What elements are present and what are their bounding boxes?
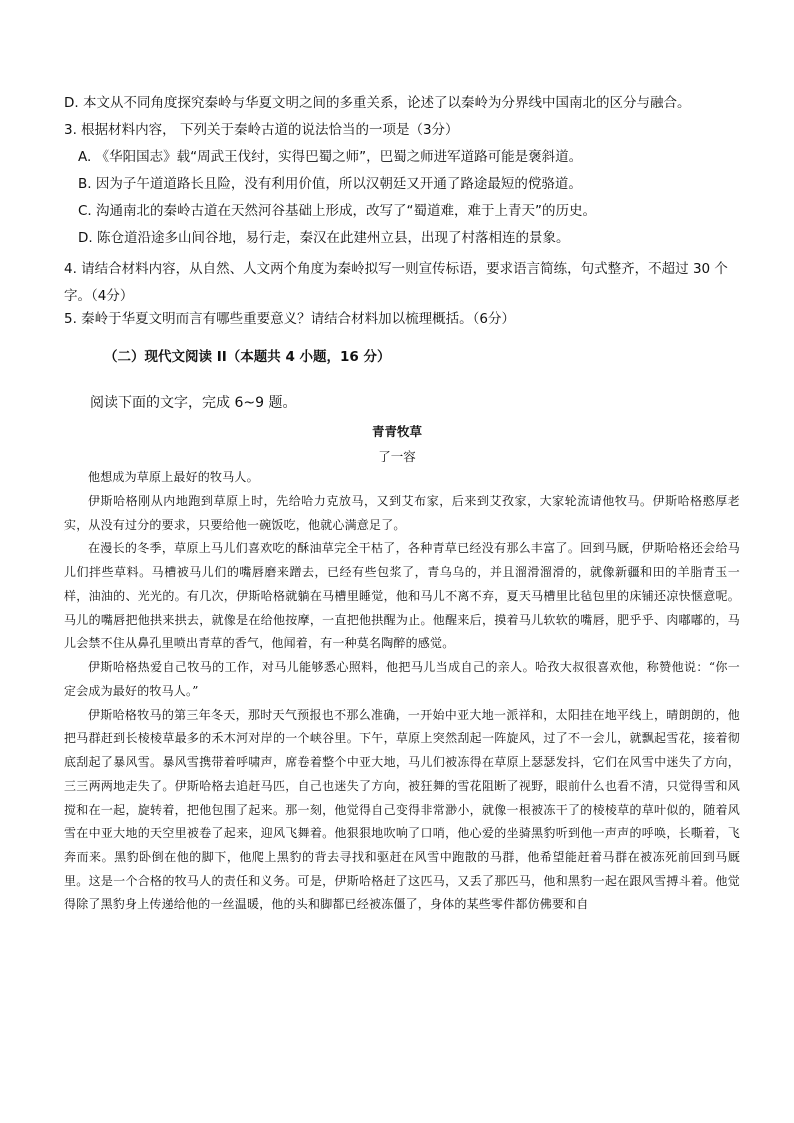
story-body	[64, 466, 740, 917]
question-3-option-c: C. 沟通南北的秦岭古道在天然河谷基础上形成，改写了“蜀道难，难于上青天”的历史。	[78, 203, 596, 219]
reading-instruction: 阅读下面的文字，完成 6~9 题。	[90, 395, 297, 411]
question-5: 5. 秦岭于华夏文明而言有哪些重要意义？请结合材料加以梳理概括。（6分）	[64, 311, 516, 327]
question-3-option-d: D. 陈仓道沿途多山间谷地，易行走，秦汉在此建州立县，出现了村落相连的景象。	[78, 230, 570, 246]
story-paragraph: 他想成为草原上最好的牧马人。	[88, 470, 259, 484]
question-3-stem: 3. 根据材料内容， 下列关于秦岭古道的说法恰当的一项是（3分）	[64, 122, 459, 138]
story-title: 青青牧草	[371, 424, 422, 439]
story-author: 了一容	[378, 449, 416, 464]
question-3-option-a: A. 《华阳国志》载“周武王伐纣，实得巴蜀之师”，巴蜀之师进军道路可能是褒斜道。	[78, 149, 583, 165]
story-paragraph: 在漫长的冬季，草原上马儿们喜欢吃的酥油草完全干枯了，各种青草已经没有那么丰富了。回到马厩，伊斯哈格还会给马儿们拌些草料。马槽被马儿们的嘴唇磨来蹭去，已经有些包浆了，青乌乌的，并且溜滑溜滑的，就像新疆和田的羊脂青玉一样，油油的、光光的。有几次，伊斯哈格就躺在马槽里睡觉，他和马儿不离不弃，夏天马槽里比毡包里的床铺还凉快惬意呢。马儿的嘴唇把他拱来拱去，就像是在给他按摩，一直把他拱醒为止。他醒来后，摸着马儿软软的嘴唇，肥乎乎、肉嘟嘟的，马儿会禁不住从鼻孔里喷出青草的香气，他闻着，有一种莫名陶醉的感觉。	[64, 541, 740, 651]
story-paragraph: 伊斯哈格热爱自己牧马的工作，对马儿能够悉心照料，他把马儿当成自己的亲人。哈孜大叔很喜欢他，称赞他说：“你一定会成为最好的牧马人。”	[64, 660, 740, 698]
story-paragraph: 伊斯哈格刚从内地跑到草原上时，先给哈力克放马，又到艾布家，后来到艾孜家，大家轮流请他牧马。伊斯哈格憨厚老实，从没有过分的要求，只要给他一碗饭吃，他就心满意足了。	[64, 493, 740, 532]
question-3-option-b: B. 因为子午道道路长且险，没有利用价值，所以汉朝廷又开通了路途最短的傥骆道。	[78, 176, 582, 192]
question-2-option-d: D. 本文从不同角度探究秦岭与华夏文明之间的多重关系，论述了以秦岭为分界线中国南北的区分与融合。	[64, 95, 691, 111]
story-paragraph: 伊斯哈格牧马的第三年冬天，那时天气预报也不那么准确，一开始中亚大地一派祥和，太阳挂在地平线上，晴朗朗的，他把马群赶到长棱棱草最多的禾木河对岸的一个峡谷里。下午，草原上突然刮起一阵旋风，过了不一会儿，就飘起雪花，接着彻底刮起了暴风雪。暴风雪携带着呼啸声，席卷着整个中亚大地，马儿们被冻得在草原上瑟瑟发抖，它们在风雪中迷失了方向，三三两两地走失了。伊斯哈格去追赶马匹，自己也迷失了方向，被狂舞的雪花阻断了视野，眼前什么也看不清，只觉得雪和风搅和在一起，旋转着，把他包围了起来。那一刻，他觉得自己变得非常渺小，就像一根被冻干了的棱棱草的草叶似的，随着风雪在中亚大地的天空里被卷了起来，迎风飞舞着。他狠狠地吹响了口哨，他心爱的坐骑黑豹听到他一声声的呼唤，长嘶着，飞奔而来。黑豹卧倒在他的脚下，他爬上黑豹的背去寻找和驱赶在风雪中跑散的马群，他希望能赶着马群在被冻死前回到马厩里。这是一个合格的牧马人的责任和义务。可是，伊斯哈格赶了这匹马，又丢了那匹马，他和黑豹一起在跟风雪搏斗着。他觉得除了黑豹身上传递给他的一丝温暖，他的头和脚都已经被冻僵了，身体的某些零件都仿佛要和自	[64, 707, 740, 912]
question-4: 4. 请结合材料内容，从自然、人文两个角度为秦岭拟写一则宣传标语，要求语言简练，句式整齐，不超过 30 个字。（4分）	[64, 261, 728, 304]
section-heading: （二）现代文阅读 II（本题共 4 小题，16 分）	[104, 349, 391, 365]
